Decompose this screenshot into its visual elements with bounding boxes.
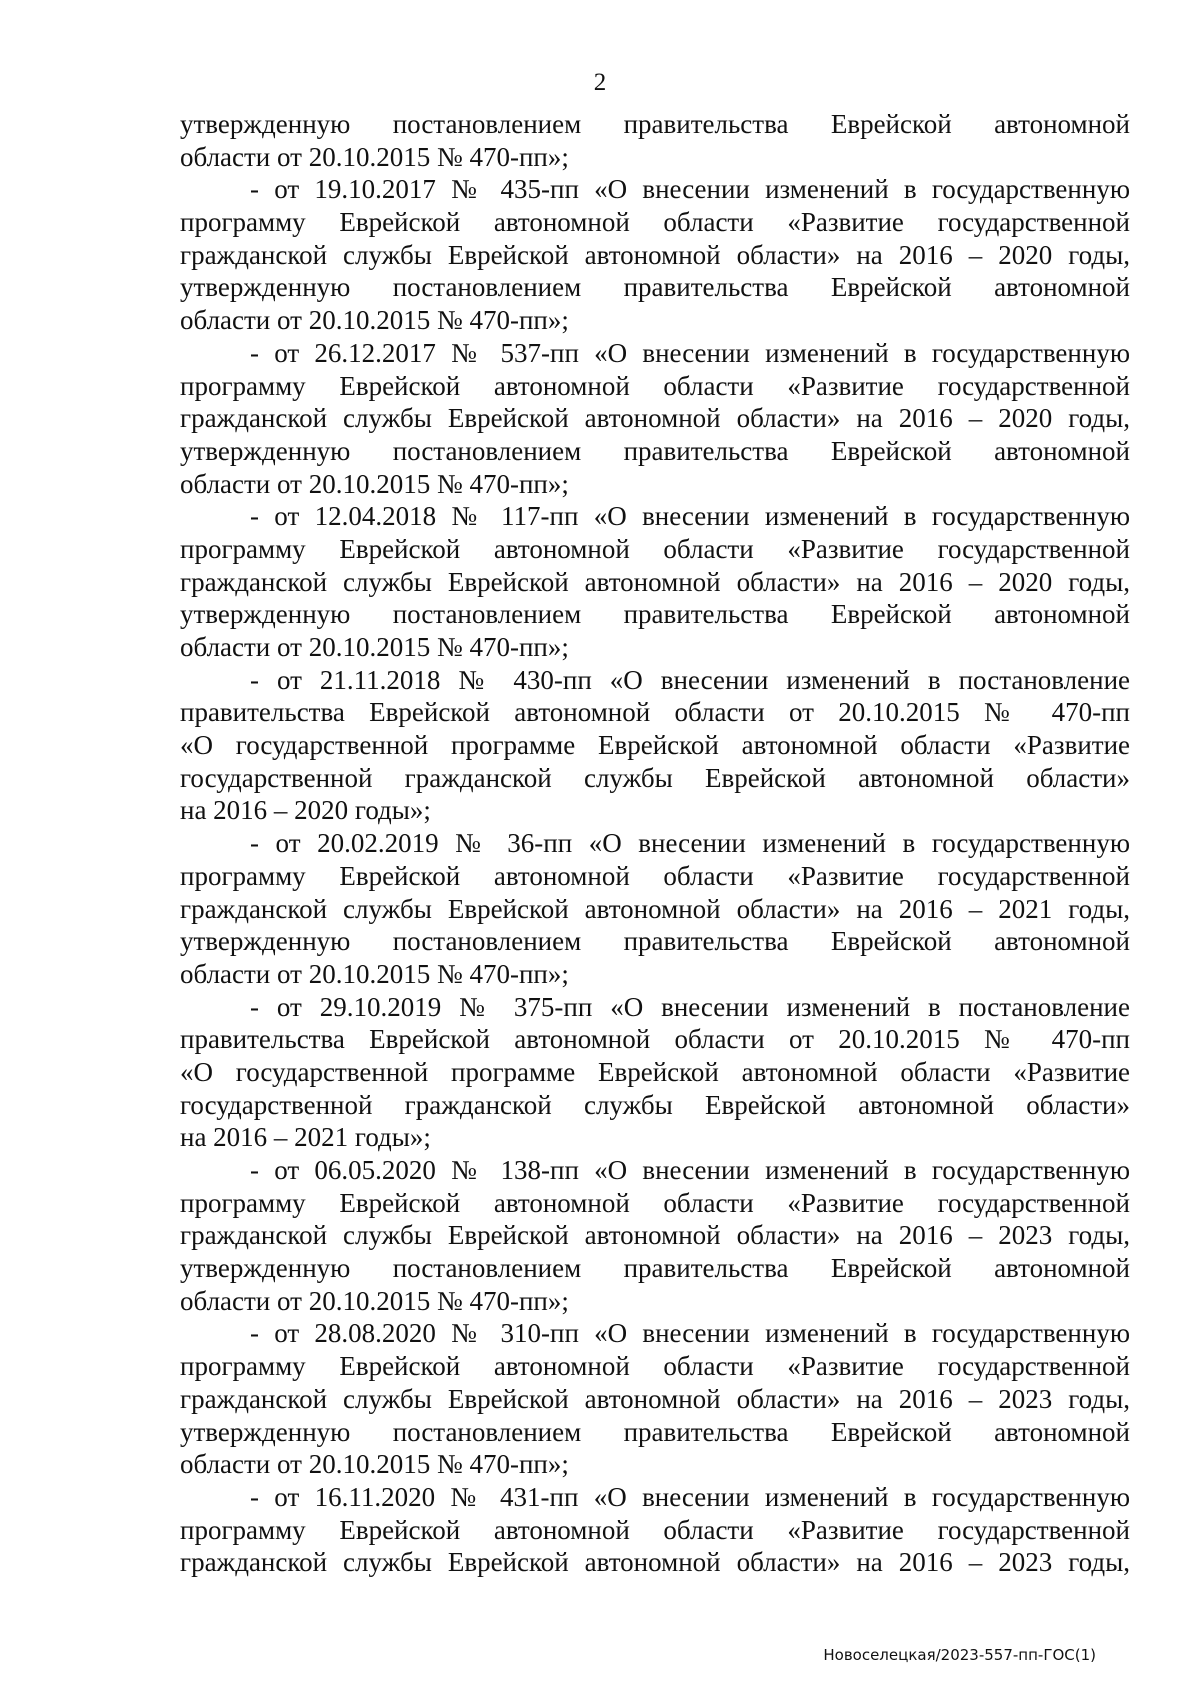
text-line: гражданской службы Еврейской автономной области» на 2016 – 2020 годы,: [180, 566, 1130, 597]
text-line: государственной гражданской службы Еврейской автономной области»: [180, 762, 1130, 793]
text-line: программу Еврейской автономной области «Развитие государственной: [180, 1514, 1130, 1545]
text-line: правительства Еврейской автономной области от 20.10.2015 № 470-пп: [180, 697, 1130, 728]
text-line: гражданской службы Еврейской автономной области» на 2016 – 2020 годы,: [180, 403, 1130, 434]
text-line: области от 20.10.2015 № 470-пп»;: [180, 1285, 569, 1316]
text-line: на 2016 – 2021 годы»;: [180, 1122, 431, 1153]
text-line: - от 28.08.2020 № 310-пп «О внесении изменений в государственную: [250, 1318, 1130, 1349]
text-line: утвержденную постановлением правительства Еврейской автономной: [180, 1253, 1130, 1284]
text-line: «О государственной программе Еврейской автономной области «Развитие: [180, 730, 1130, 761]
text-line: программу Еврейской автономной области «Развитие государственной: [180, 533, 1130, 564]
text-line: - от 20.02.2019 № 36-пп «О внесении изменений в государственную: [250, 828, 1130, 859]
text-line: программу Еврейской автономной области «Развитие государственной: [180, 860, 1130, 891]
text-line: программу Еврейской автономной области «Развитие государственной: [180, 370, 1130, 401]
page-number: 2: [593, 69, 607, 96]
text-line: утвержденную постановлением правительства Еврейской автономной: [180, 272, 1130, 303]
text-line: области от 20.10.2015 № 470-пп»;: [180, 1449, 569, 1480]
text-line: области от 20.10.2015 № 470-пп»;: [180, 305, 569, 336]
text-line: утвержденную постановлением правительства Еврейской автономной: [180, 599, 1130, 630]
text-line: программу Еврейской автономной области «Развитие государственной: [180, 1351, 1130, 1382]
document-body: [180, 108, 1130, 1579]
text-line: гражданской службы Еврейской автономной области» на 2016 – 2020 годы,: [180, 239, 1130, 270]
text-line: утвержденную постановлением правительства Еврейской автономной: [180, 435, 1130, 466]
text-line: - от 21.11.2018 № 430-пп «О внесении изменений в постановление: [250, 664, 1130, 695]
text-line: - от 12.04.2018 № 117-пп «О внесении изменений в государственную: [250, 501, 1130, 532]
text-line: гражданской службы Еврейской автономной области» на 2016 – 2023 годы,: [180, 1547, 1130, 1578]
document-footer-code: Новоселецкая/2023-557-пп-ГОС(1): [823, 1646, 1096, 1664]
text-line: программу Еврейской автономной области «Развитие государственной: [180, 207, 1130, 238]
text-line: утвержденную постановлением правительства Еврейской автономной: [180, 109, 1130, 139]
text-line: государственной гражданской службы Еврейской автономной области»: [180, 1089, 1130, 1120]
text-line: - от 06.05.2020 № 138-пп «О внесении изменений в государственную: [250, 1155, 1130, 1185]
text-line: утвержденную постановлением правительства Еврейской автономной: [180, 1416, 1130, 1447]
text-line: на 2016 – 2020 годы»;: [180, 795, 431, 826]
text-line: гражданской службы Еврейской автономной области» на 2016 – 2023 годы,: [180, 1383, 1130, 1414]
text-line: - от 26.12.2017 № 537-пп «О внесении изменений в государственную: [250, 337, 1130, 368]
text-line: гражданской службы Еврейской автономной области» на 2016 – 2023 годы,: [180, 1220, 1130, 1251]
text-line: - от 29.10.2019 № 375-пп «О внесении изменений в постановление: [250, 991, 1130, 1022]
text-line: области от 20.10.2015 № 470-пп»;: [180, 468, 569, 499]
text-line: области от 20.10.2015 № 470-пп»;: [180, 632, 569, 662]
text-line: области от 20.10.2015 № 470-пп»;: [180, 958, 569, 989]
text-line: - от 16.11.2020 № 431-пп «О внесении изменений в государственную: [250, 1481, 1130, 1512]
text-line: области от 20.10.2015 № 470-пп»;: [180, 141, 569, 172]
text-line: правительства Еврейской автономной области от 20.10.2015 № 470-пп: [180, 1024, 1130, 1055]
text-line: утвержденную постановлением правительства Еврейской автономной: [180, 926, 1130, 957]
text-line: программу Еврейской автономной области «Развитие государственной: [180, 1187, 1130, 1218]
text-line: гражданской службы Еврейской автономной области» на 2016 – 2021 годы,: [180, 893, 1130, 924]
text-line: - от 19.10.2017 № 435-пп «О внесении изменений в государственную: [250, 174, 1130, 205]
text-line: «О государственной программе Еврейской автономной области «Развитие: [180, 1056, 1130, 1087]
